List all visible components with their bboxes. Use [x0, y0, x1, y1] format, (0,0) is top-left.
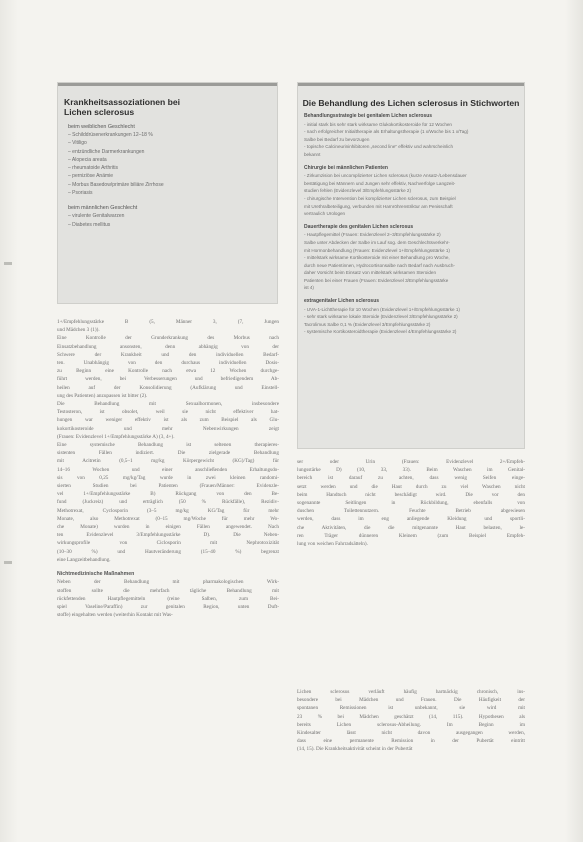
treatment-item: mit Hormonbehandlung (Frauen: Evidenzlevel 1+/Empfehlungsstärke 1) — [304, 247, 450, 253]
text-line: (Frauen: Evidenzlevel 1+/Empfehlungsstärke A) (3, 4+). — [57, 433, 175, 440]
treatment-sections — [304, 113, 520, 336]
text-line: setzt werden und die Haut durch zu viel Waschen nicht — [297, 483, 525, 490]
treatment-item: - initial stark bis sehr stark wirksame Glukokortikosteroide für 12 Wochen — [304, 121, 452, 127]
treatment-item: - Zirkumzision bei uncomplizierter Lichen sclerosus (kurze Ansatz-/Lebensdauer — [304, 173, 467, 179]
text-line: sierten Studien bei Patienten (Frauen/Männer: Evidenzle- — [57, 483, 279, 490]
text-line: sogenannte Seitlingen in Rückbildung, ebenfalls von — [297, 500, 525, 507]
text-line: Einsatzbehandlung ansonsten, denn abhängig von der — [57, 343, 279, 350]
text-line: heilen auf der Konsolidierung (Aufklärung und Einstell- — [57, 384, 279, 391]
page-edge-mark — [4, 262, 12, 265]
text-line: bereits Lichen sclerosus-Abheilung. Im Beginn im — [297, 721, 525, 728]
text-line: 1+/Empfehlungsstärke B (5, Männer 3, (7, Jungen — [57, 319, 279, 325]
text-line: (10–30 %) und Hautveränderung (15–40 %) begrenzt — [57, 548, 279, 555]
text-line: ten. Unabhängig von den durchaus individuellen Dosis- — [57, 360, 279, 367]
text-line: sis von 0,25 mg/kg/Tag wurde in zwei kleinen randomi- — [57, 474, 279, 481]
treatment-item: vertraulich Urologen — [304, 211, 346, 217]
text-line: Eine Kontrolle der Grunderkrankung des Morbus nach — [57, 335, 279, 342]
text-line: Methotrexat, Cyclosporin (3–5 mg/kg KG/Tag für mehr — [57, 507, 279, 514]
text-line: Neben der Behandlung mit pharmakologischen Wirk- — [57, 579, 279, 586]
box-title-line: Krankheitsassoziationen bei — [64, 97, 181, 107]
treatment-section-heading: extragenitaler Lichen sclerosus — [304, 298, 380, 305]
association-item: – Morbus Basedow/primäre biliäre Zirrhose — [68, 181, 273, 189]
treatment-item: - UVA-1-Lichttherapie für 10 Wochen (Evidenzlevel 1+/Empfehlungsstärke 1) — [304, 306, 460, 312]
associations-list — [68, 123, 273, 229]
text-line: und Mädchen 3 (1)). — [57, 327, 100, 334]
treatment-summary-box — [297, 82, 525, 449]
text-line: führt werden, bei Verbesserungen und befriedigendem Ab- — [57, 376, 279, 383]
treatment-box-title: Die Behandlung des Lichen sclerosus in Stichworten — [302, 98, 520, 108]
treatment-item: Salbe bei Bedarf zu bevorzugen — [304, 136, 370, 142]
treatment-item: - topische Calcineurininhibitoren „second line“ effektiv und wahrscheinlich — [304, 144, 454, 150]
treatment-item: - Hautpflegemittel (Frauen: Evidenzlevel 2–3/Empfehlungsstärke 2) — [304, 232, 441, 238]
text-line: ung des Patienten) anzupassen ist bitter (2). — [57, 392, 148, 399]
box-top-rule — [298, 83, 524, 86]
text-line: che Aktivitäten, die die mitgenannte Haut belasten, le- — [297, 524, 525, 531]
association-item: – perniziöse Anämie — [68, 172, 273, 180]
text-line: Eine systemische Behandlung ist seltenen therapieres- — [57, 442, 279, 449]
text-line: spiel Vaseline/Paraffin) zur genitalen Region, unten Duft- — [57, 603, 279, 610]
text-line: Monate, also Methotrexat (0–15 mg/Woche für mehr Wo- — [57, 515, 279, 522]
text-line: dass eine permanente Remission in der Pubertät eintritt — [297, 738, 525, 745]
treatment-item: - sehr stark wirksame lokale Steroide (Evidenzlevel 3/Empfehlungsstärke 2) — [304, 314, 458, 320]
page-edge-mark — [4, 561, 12, 564]
treatment-item: - systemische Kortikosteroidtherapie (Evidenzlevel 4/Empfehlungsstärke 2) — [304, 329, 457, 335]
text-line: Kindesalter lässt nicht davon ausgegangen werden, — [297, 730, 525, 737]
treatment-item: Tacrolimus Salbe 0,1 % (Evidenzlevel 3/Empfehlungsstärke 2) — [304, 321, 431, 327]
text-line: Schwere der Krankheit und den individuellen Bedarf- — [57, 351, 279, 358]
box-title-line: Lichen sclerosus — [64, 107, 135, 117]
association-item: – Vitiligo — [68, 139, 273, 147]
text-line: 23 % bei Mädchen geschätzt (14, 115). Hypothesen als — [297, 713, 525, 720]
text-line: hungen war weniger effektiv ist als zum Beispiel als Glu- — [57, 417, 279, 424]
treatment-item: - chirurgische Intervention bei komplizierter Lichen sclerosus, zum Beispiel — [304, 195, 456, 201]
association-item: – Psoriasis — [68, 189, 273, 197]
association-item: – Alopecia areata — [68, 156, 273, 164]
text-line: 14–16 Wochen und einer anschließenden Erhaltungsdo- — [57, 466, 279, 473]
text-line: lung von weichen Fahrradsätteln). — [297, 541, 368, 548]
treatment-item: mit Urethralbeteiligung, verbunden mit Harnröhrenstriktur am Penisschaft — [304, 203, 453, 209]
text-line: wirkungsprofile von Ciclosporin mit Nephrotoxizität — [57, 540, 279, 547]
section-subheading: Nichtmedizinische Maßnahmen — [57, 571, 135, 578]
treatment-item: ist 4) — [304, 285, 314, 291]
box-top-rule — [58, 83, 277, 86]
text-line: ten Evidenzlevel 3/Empfehlungsstärke D). Die Neben- — [57, 532, 279, 539]
text-line: eine Langzeitbehandlung. — [57, 556, 111, 563]
treatment-section-heading: Dauertherapie des genitalen Lichen sclerosus — [304, 223, 414, 230]
text-line: bereich ist darauf zu achten, dass wenig Seifen einge- — [297, 475, 525, 482]
text-line: Lichen sclerosus verläuft häufig hartnäckig chronisch, ins- — [297, 689, 525, 695]
text-line: ser oder Urin (Frauen: Evidenzlevel 2+/Empfeh- — [297, 459, 525, 465]
text-line: beim Handtuch nicht beschädigt wird. Die vor den — [297, 491, 525, 498]
association-item: – rheumatoide Arthritis — [68, 164, 273, 172]
text-line: fund (Juckreiz) und erträglich (50 % Rückfälle), Rezidiv- — [57, 499, 279, 506]
text-line: sistenten Fällen indiziert. Die zielgerade Behandlung — [57, 450, 279, 457]
treatment-section-heading: Chirurgie bei männlichen Patienten — [304, 164, 388, 171]
association-item: – entzündliche Darmerkrankungen — [68, 148, 273, 156]
text-line: Testosteron, ist obsolet, weil sie nicht effektiver hat- — [57, 409, 279, 416]
text-line: stoffe) eingehalten werden (weiterhin Kontakt mit Was- — [57, 612, 173, 619]
text-line: vel 1+/Empfehlungsstärke B) Rückgang von den Be- — [57, 491, 279, 498]
male-group-heading: beim männlichen Geschlecht — [68, 205, 138, 212]
text-line: (14, 15). Die Krankheitsaktivität scheint in der Pubertät — [297, 746, 413, 753]
association-item: – Schilddrüsenerkrankungen 12–18 % — [68, 131, 273, 139]
treatment-item: - nach erfolgreicher Initialtherapie als Erhaltungstherapie (1 x/Woche bis 1 x/Tag) — [304, 129, 469, 135]
female-group-items — [68, 131, 273, 197]
text-line: stoffen sollte die mehrfach tägliche Behandlung mit — [57, 587, 279, 594]
text-line: zu Beginn eine Kontrolle nach etwa 12 Wochen durchge- — [57, 368, 279, 375]
treatment-item: studien fehlen (Evidenzlevel 3/Empfehlungsstärke 2) — [304, 188, 411, 194]
female-group-heading: beim weiblichen Geschlecht — [68, 124, 135, 130]
text-line: lungsstärke D) (10, 33, 33). Beim Waschen im Genital- — [297, 467, 525, 474]
associations-box — [57, 82, 278, 304]
treatment-item: Salbe unter Abdecken der Salbe im Lauf sog. dem Geschlechtsverkehr- — [304, 239, 450, 245]
text-line: duschen Toilettennutzern. Feuchte Betrieb abgewiesen — [297, 508, 525, 515]
text-line: ren Träger dünneren Kleinem (zum Beispiel Empfeh- — [297, 532, 525, 539]
body-text-left-column — [57, 318, 279, 619]
text-line: spontanen Remissionen ist unbekannt, sie wird mit — [297, 705, 525, 712]
text-line: rückfettenden Hautpflegemitteln (reine Salben, zum Bei- — [57, 595, 279, 602]
text-line: kokortikosteroide und mehr Nebenwirkungen zeigt — [57, 425, 279, 432]
treatment-item: daher Vorsicht beim Einsatz von mittelstark wirksamen Steroiden — [304, 270, 436, 276]
text-line: Die Behandlung mit Sexualhormonen, insbesondere — [57, 401, 279, 408]
text-line: werden, dass im eng anliegende Kleidung und sportli- — [297, 516, 525, 523]
treatment-item: durch neue Patientinnen, Hydrocortisonsalbe nach Bedarf nach Ausbruch- — [304, 262, 455, 268]
associations-box-title — [64, 97, 264, 117]
text-line: mit Acitretin (0,5–1 mg/kg Körpergewicht (KG)/Tag) für — [57, 458, 279, 465]
treatment-item: bestätigung bei Männern und Jungen sehr effektiv, Nachverfolge Langzeit- — [304, 180, 456, 186]
treatment-item: - mittelstark wirksame Kortikosteroide mit einer Behandlung pro Woche, — [304, 255, 450, 261]
association-item: – virulente Genitalwarzen — [68, 212, 273, 220]
treatment-section-heading: Behandlungsstrategie bei genitalem Lichen sclerosus — [304, 113, 433, 119]
treatment-item: Patienten bei einer Frauen (Frauen: Evidenzlevel 3/Empfehlungsstärke — [304, 277, 449, 283]
body-text-right-column-lower — [297, 688, 525, 754]
text-line: che Monate) wurden in einigen Fällen angewendet. Nach — [57, 524, 279, 531]
body-text-right-column-upper — [297, 458, 525, 548]
treatment-item: bekannt — [304, 151, 321, 157]
male-group-items — [68, 212, 273, 229]
association-item: – Diabetes mellitus — [68, 221, 273, 229]
text-line: besondere bei Mädchen und Frauen. Die Häufigkeit der — [297, 697, 525, 704]
